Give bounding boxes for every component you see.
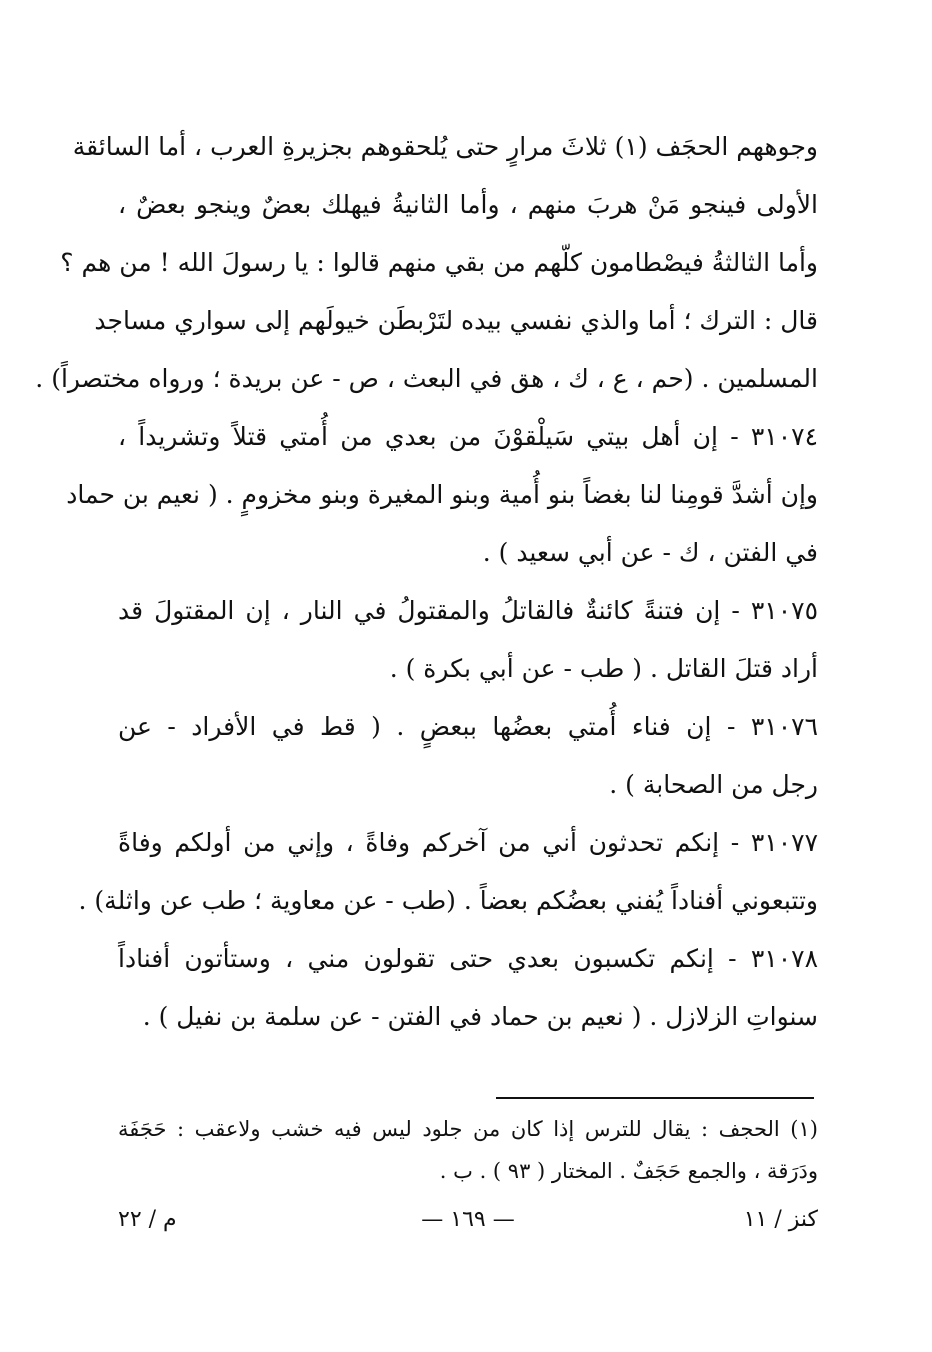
footnote-separator — [496, 1097, 814, 1099]
volume-marker: كنز / ١١ — [743, 1207, 818, 1232]
footnote — [118, 1108, 818, 1192]
text-line: الأولى فينجو مَنْ هربَ منهم ، وأما الثانيةُ فيهلك بعضٌ وينجو بعضٌ ، — [118, 190, 818, 219]
text-line: رجل من الصحابة ) . — [609, 770, 818, 799]
page-number: — ١٦٩ — — [421, 1207, 515, 1232]
text-line: وأما الثالثةُ فيصْطامون كلّهم من بقي منهم قالوا : يا رسولَ الله ! من هم ؟ — [60, 248, 818, 277]
hadith-31076-line: ٣١٠٧٦ - إن فناء أُمتي بعضُها ببعضٍ . ( قط في الأفراد - عن — [118, 712, 818, 741]
text-line: أراد قتلَ القاتل . ( طب - عن أبي بكرة ) . — [389, 654, 818, 683]
hadith-31078-line: ٣١٠٧٨ - إنكم تكسبون بعدي حتى تقولون مني ، وستأتون أفناداً — [118, 944, 818, 973]
text-line: وجوههم الحجَف (١) ثلاثَ مرارٍ حتى يُلحقوهم بجزيرةِ العرب ، أما السائقة — [72, 132, 818, 161]
text-line: وتتبعوني أفناداً يُفني بعضُكم بعضاً . (طب - عن معاوية ؛ طب عن واثلة) . — [78, 886, 818, 915]
text-line: في الفتن ، ك - عن أبي سعيد ) . — [482, 538, 818, 567]
hadith-31075-line: ٣١٠٧٥ - إن فتنةً كائنةٌ فالقاتلُ والمقتولُ في النار ، إن المقتولَ قد — [118, 596, 818, 625]
text-line: المسلمين . (حم ، ع ، ك ، هق في البعث ، ص - عن بريدة ؛ ورواه مختصراً) . — [35, 364, 818, 393]
text-line: وإن أشدَّ قومِنا لنا بغضاً بنو أُمية وبنو المغيرة وبنو مخزومٍ . ( نعيم بن حماد — [66, 480, 818, 509]
hadith-31074-line: ٣١٠٧٤ - إن أهل بيتي سَيلْقوْنَ من بعدي من أُمتي قتلاً وتشريداً ، — [118, 422, 818, 451]
page-footer — [118, 1200, 818, 1240]
signature-marker: م / ٢٢ — [118, 1207, 177, 1232]
footnote-line: ودَرَقة ، والجمع حَجَفٌ . المختار ( ٩٣ ) . ب . — [439, 1159, 818, 1183]
text-line: قال : الترك ؛ أما والذي نفسي بيده لتَرْبطَن خيولَهم إلى سواري مساجد — [94, 306, 818, 335]
page-body — [35, 118, 818, 1046]
text-line: سنواتِ الزلازل . ( نعيم بن حماد في الفتن - عن سلمة بن نفيل ) . — [142, 1002, 818, 1031]
hadith-31077-line: ٣١٠٧٧ - إنكم تحدثون أني من آخركم وفاةً ، وإني من أولكم وفاةً — [118, 828, 818, 857]
footnote-line: (١) الحجف : يقال للترس إذا كان من جلود ليس فيه خشب ولاعقب : حَجَفَة — [118, 1117, 818, 1141]
